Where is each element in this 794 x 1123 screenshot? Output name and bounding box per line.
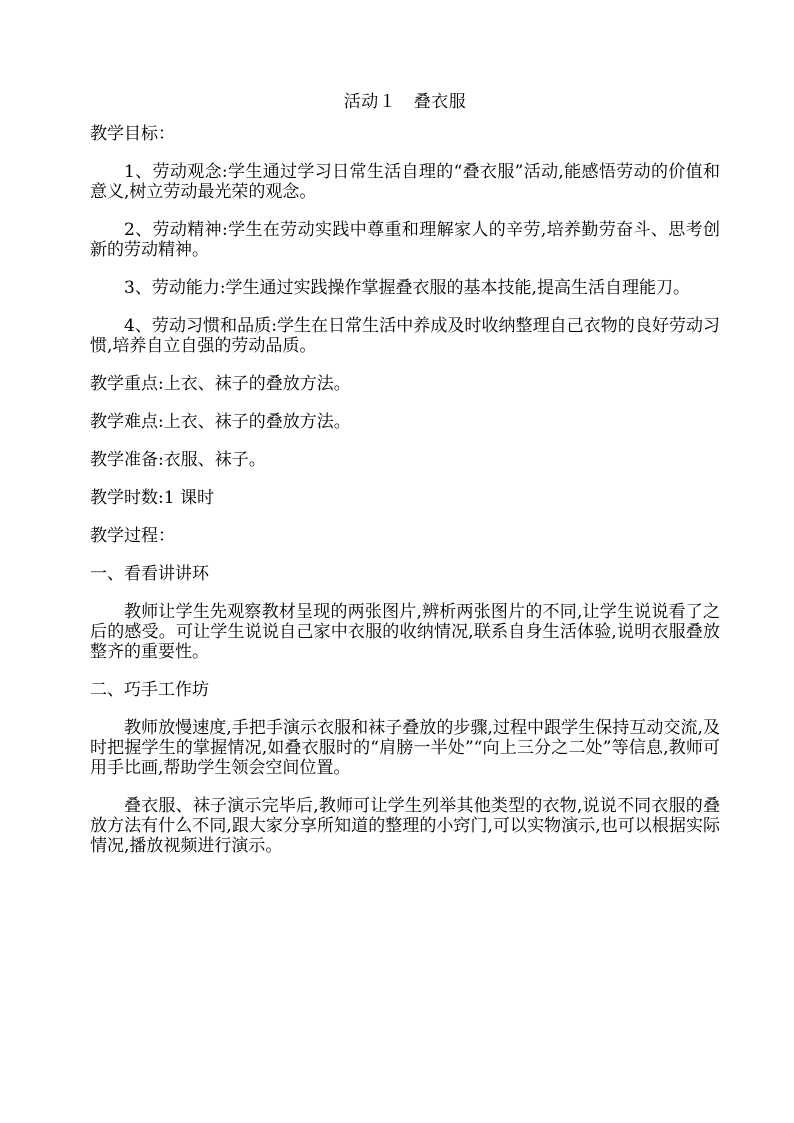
goals-label: 教学目标：: [90, 124, 175, 144]
process-label: 教学过程：: [90, 526, 175, 546]
difficult-point: 教学难点:上衣、袜子的叠放方法。: [90, 412, 351, 432]
section-heading: 一、看看讲讲环: [90, 564, 209, 584]
section-paragraph: 教师让学生先观察教材呈现的两张图片,辨析两张图片的不同,让学生说说看了之后的感受。可让学生说说自己家中衣服的收纳情况,联系自身生活体验,说明衣服叠放整齐的重要性。: [90, 602, 720, 662]
goal-item: 1、劳动观念:学生通过学习日常生活自理的“叠衣服”活动,能感悟劳动的价值和意义,树立劳动最光荣的观念。: [90, 162, 720, 202]
section-heading: 二、巧手工作坊: [90, 680, 209, 700]
goal-item: 4、劳动习惯和品质:学生在日常生活中养成及时收纳整理自己衣物的良好劳动习惯,培养自立自强的劳动品质。: [90, 316, 720, 356]
page-title: 活动１ 叠衣服: [343, 92, 467, 112]
section-paragraph: 教师放慢速度,手把手演示衣服和袜子叠放的步骤,过程中跟学生保持互动交流,及时把握学生的掌握情况,如叠衣服时的“肩膀一半处”“向上三分之二处”等信息,教师可用手比画,帮助学生领会空间位置。: [90, 718, 720, 778]
goal-item: 3、劳动能力:学生通过实践操作掌握叠衣服的基本技能,提高生活自理能刀。: [124, 278, 690, 298]
goal-item: 2、劳动精神:学生在劳动实践中尊重和理解家人的辛劳,培养勤劳奋斗、思考创新的劳动精神。: [90, 220, 720, 260]
key-point: 教学重点:上衣、袜子的叠放方法。: [90, 374, 351, 394]
document-page: [90, 92, 720, 874]
section-paragraph: 叠衣服、袜子演示完毕后,教师可让学生列举其他类型的衣物,说说不同衣服的叠放方法有什么不同,跟大家分享所知道的整理的小窍门,可以实物演示,也可以根据实际情况,播放视频进行演示。: [90, 796, 720, 856]
preparation: 教学准备:衣服、袜子。: [90, 450, 266, 470]
duration: 教学时数:1 课时: [90, 488, 214, 508]
